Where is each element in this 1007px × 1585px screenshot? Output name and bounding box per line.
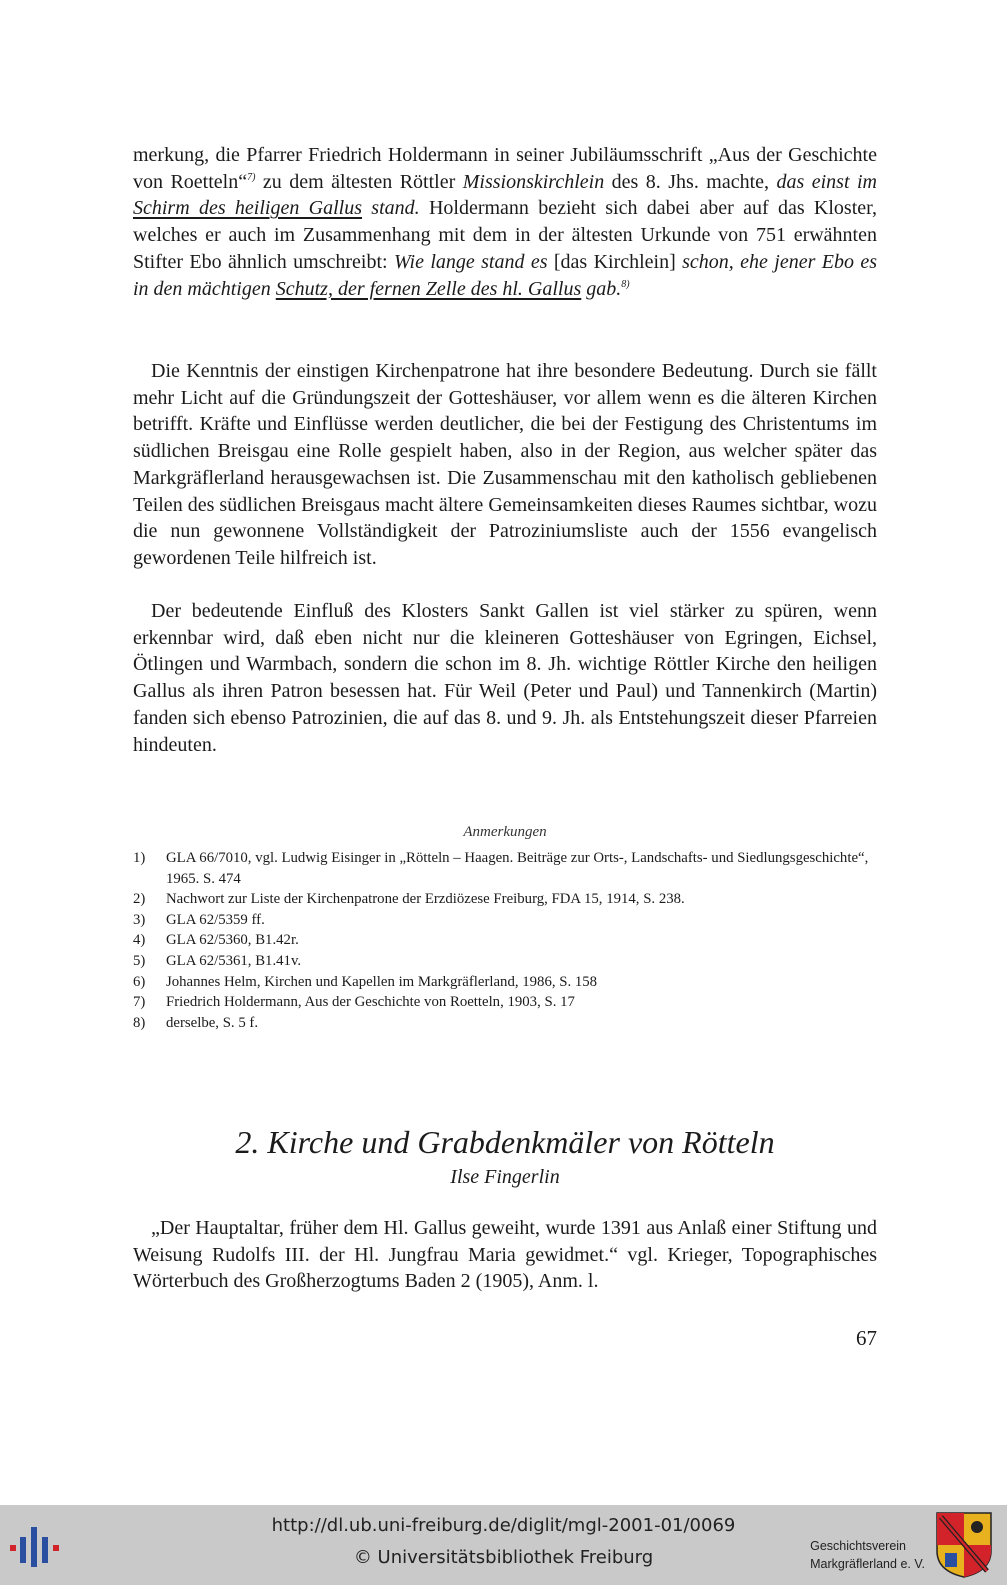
footnote-number: 2) [133,891,146,908]
footnote-item [133,930,877,951]
italic-run: das einst im [776,170,877,193]
italic-run: Missionskirchlein [462,170,605,193]
footnote-number: 7) [133,994,146,1011]
body-text: Die Kenntnis der einstigen Kirchenpatrone hat ihre besondere Bedeutung. Durch sie fällt mehr Licht auf die Gründungszeit der Gotteshäuser, vor allem wenn es die älteren Kirchen betrifft. Kräfte und Einflüsse werden deutlicher, die bei der Festigung des Christentums im südlichen Breisgau eine Rolle gespielt haben, also in der Region, aus welcher später das Markgräflerland herausgewachsen ist. Die Zusammenschau mit den katholisch gebliebenen Teilen des südlichen Breisgaus macht ältere Gemeinsamkeiten dieses Raumes sichtbar, wozu die nun gewonnene Vollständigkeit der Patroziniumsliste auch der 1556 evangelisch gewordenen Teile hilfreich ist. [133,360,877,569]
footnote-number: 6) [133,973,146,990]
footnote-item [133,1013,877,1034]
footnote-ref: 7) [247,171,256,183]
paragraph-1 [133,142,877,302]
footnote-number: 8) [133,1014,146,1031]
italic-run: stand. [362,197,420,220]
footnote-item [133,972,877,993]
body-text: „Der Hauptaltar, früher dem Hl. Gallus geweiht, wurde 1391 aus Anlaß einer Stiftung und Weisung Rudolfs III. der Hl. Jungfrau Maria gewidmet.“ vgl. Krieger, Topographisches Wörterbuch des Großherzogtums Baden 2 (1905), Anm. l. [133,1217,877,1293]
footnote-ref: 8) [621,278,630,290]
section-author: Ilse Fingerlin [450,1166,560,1188]
notes-heading: Anmerkungen [463,824,547,840]
text-run: Holdermann bezieht sich dabei aber auf das Kloster, welches er auch im Zusammenhang mit dem in der ältesten Urkunde von 751 erwähnten Stifter Ebo ähnlich umschreibt: [133,197,878,273]
body-text: Der bedeutende Einfluß des Klosters Sankt Gallen ist viel stärker zu spüren, wenn erkennbar wird, daß eben nicht nur die kleineren Gotteshäuser von Egringen, Eichsel, Ötlingen und Warmbach, sondern die schon im 8. Jh. wichtige Röttler Kirche den heiligen Gallus als ihren Patron besessen hat. Für Weil (Peter und Paul) und Tannenkirch (Martin) fanden sich ebenso Patrozinien, die auf das 8. und 9. Jh. als Entstehungszeit dieser Pfarreien hindeuten. [133,600,877,756]
org-name [810,1537,925,1573]
text-run: [das Kirchlein] [547,250,683,273]
footnote-item [133,951,877,972]
footnote-text: Johannes Helm, Kirchen und Kapellen im Markgräflerland, 1986, S. 158 [166,973,598,990]
footnote-item [133,889,877,910]
footnote-item [133,848,877,889]
italic-run: schon, ehe jener Ebo es in den mächtigen [133,250,877,300]
italic-run: Wie lange stand es [393,250,548,273]
footnote-number: 4) [133,932,146,949]
paragraph-2 [133,358,877,572]
footnote-text: Nachwort zur Liste der Kirchenpatrone der Erzdiözese Freiburg, FDA 15, 1914, S. 238. [166,891,685,908]
footer-bar [0,1505,1007,1585]
footnote-text: derselbe, S. 5 f. [166,1014,259,1031]
footnote-item [133,992,877,1013]
footer-url-link[interactable]: http://dl.ub.uni-freiburg.de/diglit/mgl-2001-01/0069 [271,1515,736,1536]
footnote-number: 3) [133,911,146,928]
underlined-quote: Schutz, der fernen Zelle des hl. Gallus [275,277,582,300]
paragraph-3 [133,598,877,758]
footnote-item [133,910,877,931]
coat-of-arms-icon[interactable] [935,1511,993,1579]
footnote-text: GLA 62/5361, B1.41v. [166,952,302,969]
footnote-number: 5) [133,952,146,969]
footer-copyright: © Universitätsbibliothek Freiburg [353,1547,654,1568]
underlined-quote: Schirm des heiligen Gallus [133,197,362,220]
footnote-text: GLA 62/5359 ff. [166,911,265,928]
text-run: des 8. Jhs. machte, [604,170,777,193]
section-intro [133,1215,877,1295]
page-number: 67 [856,1326,877,1350]
text-run: merkung, die Pfarrer Friedrich Holdermann in seiner Jubiläumsschrift „Aus der Geschichte von Roetteln“ [133,144,877,193]
footnotes-list [133,848,877,1033]
footnote-text: GLA 66/7010, vgl. Ludwig Eisinger in „Rötteln – Haagen. Beiträge zur Orts-, Landschafts- und Siedlungsgeschichte“, 1965. S. 474 [166,850,869,887]
org-name-line: Geschichtsverein [810,1539,906,1553]
footnote-text: GLA 62/5360, B1.42r. [166,932,299,949]
org-name-line: Markgräflerland e. V. [810,1557,925,1571]
footnote-number: 1) [133,850,146,866]
section-title: 2. Kirche und Grabdenkmäler von Rötteln [235,1124,775,1160]
text-run: zu dem ältesten Röttler [255,170,463,193]
footnote-text: Friedrich Holdermann, Aus der Geschichte von Roetteln, 1903, S. 17 [166,994,575,1011]
italic-run: gab. [581,277,622,300]
